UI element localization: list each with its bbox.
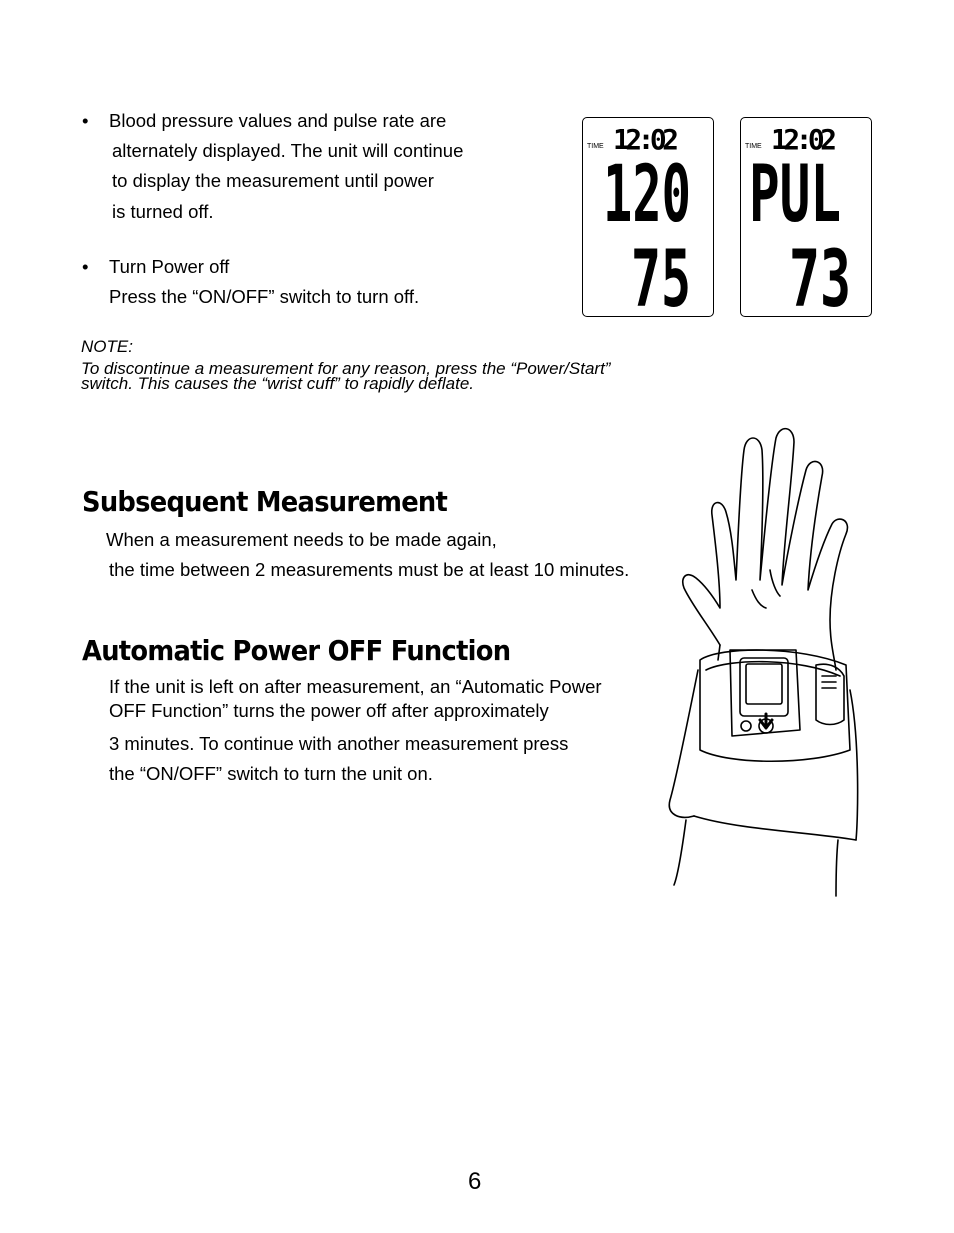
section-2-line-1: If the unit is left on after measurement, an “Automatic Power <box>109 676 602 697</box>
lcd-systolic-value: 120 <box>603 150 691 240</box>
note-line-1: To discontinue a measurement for any reason, press the “Power/Start” <box>81 359 611 378</box>
bullet-symbol: • <box>82 256 89 277</box>
lcd-diastolic-value: 75 <box>631 235 691 325</box>
bullet-1-line-2: alternately displayed. The unit will continue <box>112 140 464 161</box>
lcd-time: 12:02 <box>613 123 679 156</box>
section-heading: Automatic Power OFF Function <box>82 634 511 667</box>
bullet-1-line-3: to display the measurement until power <box>112 170 434 191</box>
section-heading: Subsequent Measurement <box>82 485 448 518</box>
lcd-pulse-label: PUL <box>749 150 841 240</box>
wrist-monitor-illustration <box>660 420 880 900</box>
lcd-pulse-value: 73 <box>789 235 851 325</box>
lcd-display-bp <box>582 117 714 325</box>
section-2-line-3: 3 minutes. To continue with another measurement press <box>109 733 569 754</box>
section-2-line-4: the “ON/OFF” switch to turn the unit on. <box>109 763 433 784</box>
lcd-time-label: TIME <box>745 143 762 150</box>
bullet-1-line-1: Blood pressure values and pulse rate are <box>109 110 447 131</box>
page-number: 6 <box>468 1168 482 1195</box>
note-label: NOTE: <box>81 337 133 356</box>
bullet-symbol: • <box>82 110 89 131</box>
lcd-time-label: TIME <box>587 143 604 150</box>
section-1-line-2: the time between 2 measurements must be at least 10 minutes. <box>109 559 630 580</box>
note-line-2: switch. This causes the “wrist cuff” to rapidly deflate. <box>81 374 475 393</box>
section-2-line-2: OFF Function” turns the power off after approximately <box>109 700 549 721</box>
section-1-line-1: When a measurement needs to be made again, <box>106 529 497 550</box>
bullet-2-line-2: Press the “ON/OFF” switch to turn off. <box>109 286 420 307</box>
lcd-display-pulse <box>740 117 872 325</box>
lcd-time: 12:02 <box>771 123 837 156</box>
bullet-1-line-4: is turned off. <box>112 201 214 222</box>
bullet-2-line-1: Turn Power off <box>109 256 230 277</box>
